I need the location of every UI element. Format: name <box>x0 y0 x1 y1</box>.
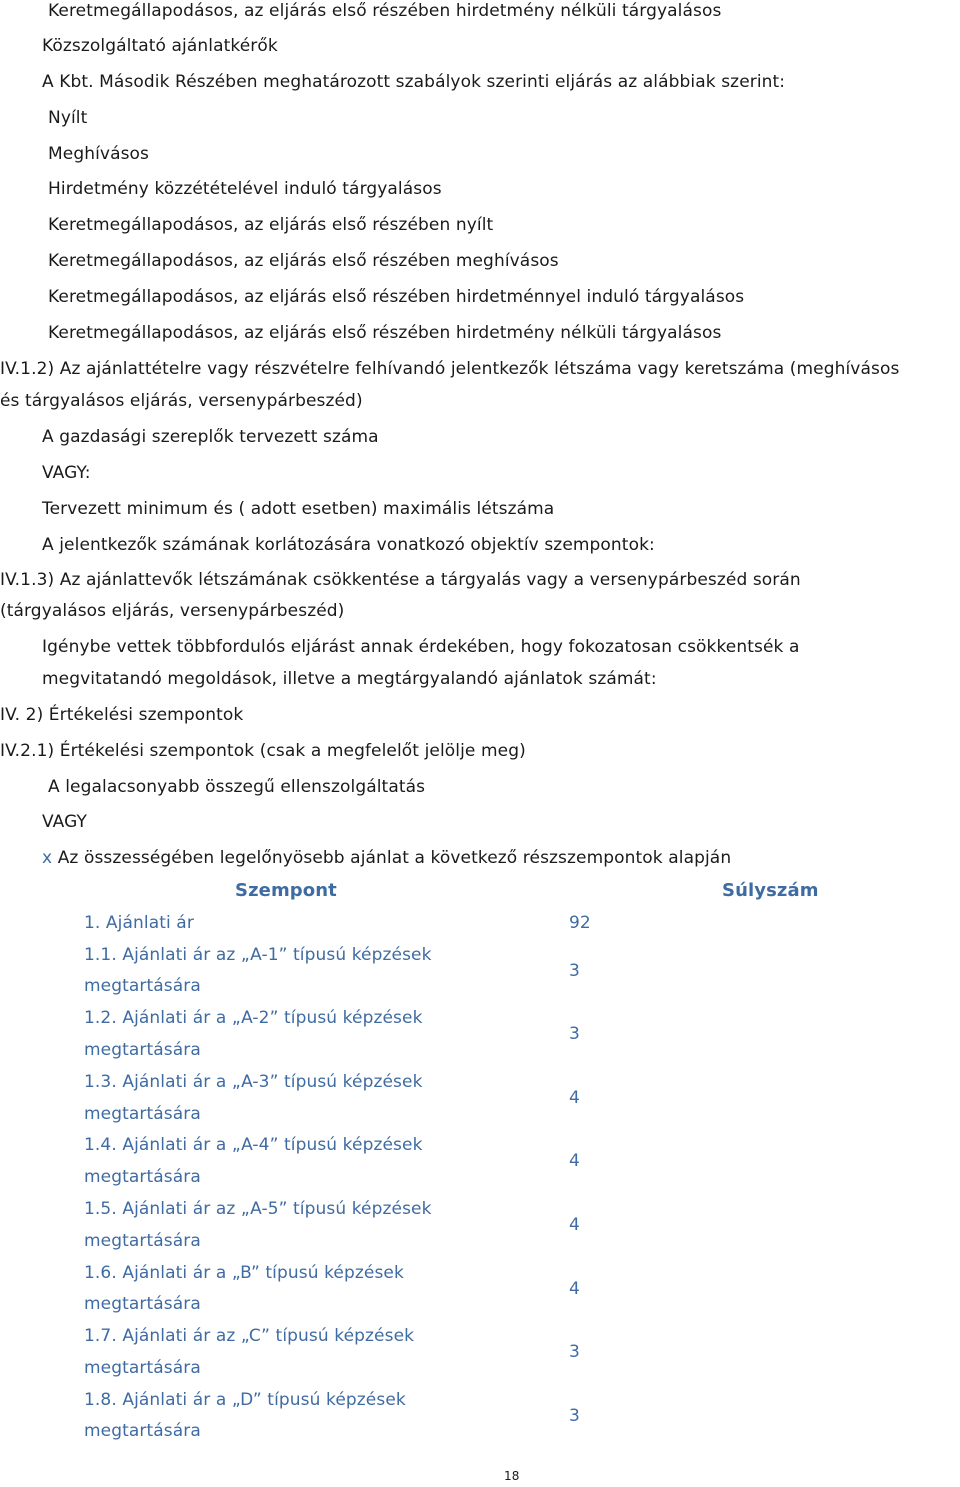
selection-mark: x <box>42 848 53 868</box>
table-row-criterion-cont: megtartására <box>84 1167 201 1187</box>
section-heading: IV. 2) Értékelési szempontok <box>0 705 244 725</box>
table-row-weight: 3 <box>569 1406 580 1426</box>
table-row-criterion: 1.5. Ajánlati ár az „A-5” típusú képzések <box>84 1199 432 1219</box>
selected-option <box>42 847 731 869</box>
table-row-criterion-cont: megtartására <box>84 976 201 996</box>
table-row-weight: 3 <box>569 1342 580 1362</box>
option-framework-restricted: Keretmegállapodásos, az eljárás első részében meghívásos <box>48 251 559 271</box>
page-number: 18 <box>504 1469 520 1483</box>
text-line: Közszolgáltató ajánlatkérők <box>42 36 278 56</box>
table-row-criterion-cont: megtartására <box>84 1358 201 1378</box>
column-header-weight: Súlyszám <box>722 880 819 901</box>
option-restricted: Meghívásos <box>48 144 150 164</box>
table-row-weight: 3 <box>569 961 580 981</box>
option-open: Nyílt <box>48 108 88 128</box>
table-row-criterion: 1. Ajánlati ár <box>84 913 194 933</box>
table-row-weight: 4 <box>569 1151 580 1171</box>
text-line: A jelentkezők számának korlátozására vonatkozó objektív szempontok: <box>42 535 655 555</box>
table-row-criterion-cont: megtartására <box>84 1421 201 1441</box>
option-negotiated: Hirdetmény közzétételével induló tárgyalásos <box>48 179 442 199</box>
column-header-criteria: Szempont <box>235 880 337 901</box>
table-row-weight: 92 <box>569 913 591 933</box>
table-row-criterion: 1.3. Ajánlati ár a „A-3” típusú képzések <box>84 1072 423 1092</box>
table-row-weight: 3 <box>569 1024 580 1044</box>
section-heading-cont: és tárgyalásos eljárás, versenypárbeszéd) <box>0 391 363 411</box>
text-line: Tervezett minimum és ( adott esetben) maximális létszáma <box>42 499 555 519</box>
text-line: A legalacsonyabb összegű ellenszolgáltatás <box>48 777 426 797</box>
table-row-criterion: 1.6. Ajánlati ár a „B” típusú képzések <box>84 1263 404 1283</box>
text-line: VAGY: <box>42 463 91 483</box>
table-row-weight: 4 <box>569 1279 580 1299</box>
text-line: VAGY <box>42 812 87 832</box>
table-row-weight: 4 <box>569 1088 580 1108</box>
table-row-criterion: 1.2. Ajánlati ár a „A-2” típusú képzések <box>84 1008 423 1028</box>
table-row-criterion-cont: megtartására <box>84 1104 201 1124</box>
section-heading-cont: (tárgyalásos eljárás, versenypárbeszéd) <box>0 601 345 621</box>
table-row-criterion-cont: megtartására <box>84 1231 201 1251</box>
table-row-criterion: 1.8. Ajánlati ár a „D” típusú képzések <box>84 1390 406 1410</box>
section-heading: IV.1.2) Az ajánlattételre vagy részvételre felhívandó jelentkezők létszáma vagy keretszáma (meghívásos <box>0 359 900 379</box>
option-framework-open: Keretmegállapodásos, az eljárás első részében nyílt <box>48 215 494 235</box>
text-line: A Kbt. Második Részében meghatározott szabályok szerinti eljárás az alábbiak szerint: <box>42 72 786 92</box>
text-line: Keretmegállapodásos, az eljárás első részében hirdetmény nélküli tárgyalásos <box>48 1 722 21</box>
text-line: megvitatandó megoldások, illetve a megtárgyalandó ajánlatok számát: <box>42 669 657 689</box>
table-row-criterion: 1.1. Ajánlati ár az „A-1” típusú képzések <box>84 945 432 965</box>
section-heading: IV.1.3) Az ajánlattevők létszámának csökkentése a tárgyalás vagy a versenypárbeszéd során <box>0 570 801 590</box>
option-framework-no-notice: Keretmegállapodásos, az eljárás első részében hirdetmény nélküli tárgyalásos <box>48 323 722 343</box>
table-row-weight: 4 <box>569 1215 580 1235</box>
option-framework-negotiated: Keretmegállapodásos, az eljárás első részében hirdetménnyel induló tárgyalásos <box>48 287 745 307</box>
selected-option-label: Az összességében legelőnyösebb ajánlat a következő részszempontok alapján <box>57 848 732 868</box>
table-row-criterion-cont: megtartására <box>84 1040 201 1060</box>
text-line: Igénybe vettek többfordulós eljárást annak érdekében, hogy fokozatosan csökkentsék a <box>42 637 800 657</box>
table-row-criterion-cont: megtartására <box>84 1294 201 1314</box>
table-row-criterion: 1.7. Ajánlati ár az „C” típusú képzések <box>84 1326 415 1346</box>
text-line: A gazdasági szereplők tervezett száma <box>42 427 379 447</box>
section-heading: IV.2.1) Értékelési szempontok (csak a megfelelőt jelölje meg) <box>0 741 526 761</box>
table-row-criterion: 1.4. Ajánlati ár a „A-4” típusú képzések <box>84 1135 423 1155</box>
